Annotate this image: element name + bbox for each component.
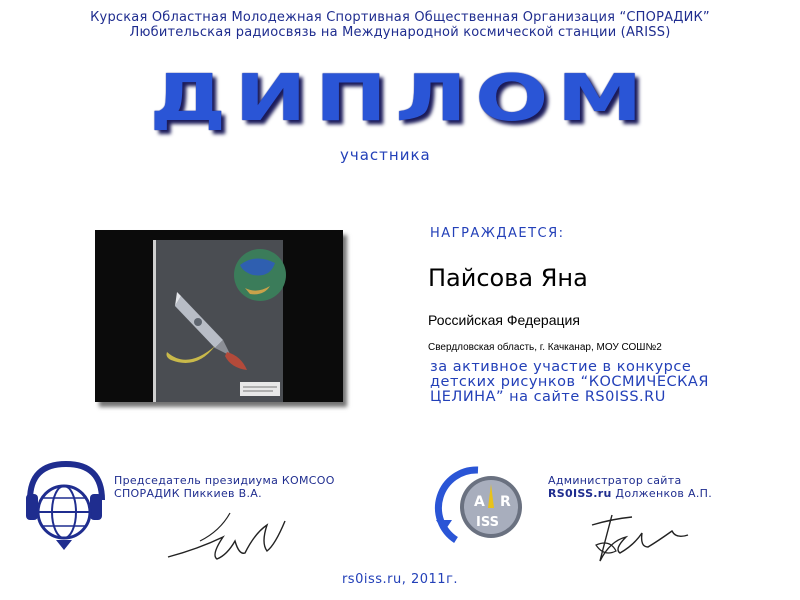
left-signatory (114, 474, 335, 500)
header-subtitle: Любительская радиосвязь на Международной космической станции (ARISS) (129, 25, 671, 40)
header-organization: Курская Областная Молодежная Спортивная Общественная Организация “СПОРАДИК” (90, 10, 710, 25)
children-drawing-frame (95, 230, 343, 402)
right-signatory-name (548, 487, 712, 500)
recipient-place: Свердловская область, г. Качканар, МОУ СОШ№2 (428, 342, 662, 353)
left-signatory-title: Председатель президиума КОМСОО (114, 474, 335, 487)
award-reason-line-3: ЦЕЛИНА” на сайте RS0ISS.RU (430, 389, 666, 405)
right-signatory-person: Долженков А.П. (611, 487, 712, 500)
sporadik-logo (26, 460, 106, 552)
left-signature (160, 505, 300, 565)
recipient-country: Российская Федерация (428, 312, 580, 328)
site-name: RS0ISS.ru (548, 487, 612, 500)
recipient-name: Пайсова Яна (428, 264, 588, 292)
award-reason (430, 360, 780, 405)
right-signature (582, 505, 712, 565)
left-signatory-name: СПОРАДИК Пиккиев В.А. (114, 487, 262, 500)
award-label: НАГРАЖДАЕТСЯ: (430, 226, 565, 241)
ariss-letter-r: R (500, 494, 511, 510)
planet-illustration (234, 249, 286, 301)
award-reason-line-1: за активное участие в конкурсе (430, 359, 692, 375)
ariss-logo (434, 462, 528, 552)
diploma-subtitle: участника (340, 146, 431, 164)
ariss-letter-a: A (474, 494, 485, 510)
right-signatory (548, 474, 712, 500)
drawing-image (95, 230, 343, 402)
footer-site-year: rs0iss.ru, 2011г. (341, 572, 459, 587)
right-signatory-title: Администратор сайта (548, 474, 682, 487)
diploma-title: ДИПЛОМ (149, 62, 651, 136)
award-reason-line-2: детских рисунков “КОСМИЧЕСКАЯ (430, 374, 709, 390)
ariss-iss-text: ISS (476, 515, 499, 530)
